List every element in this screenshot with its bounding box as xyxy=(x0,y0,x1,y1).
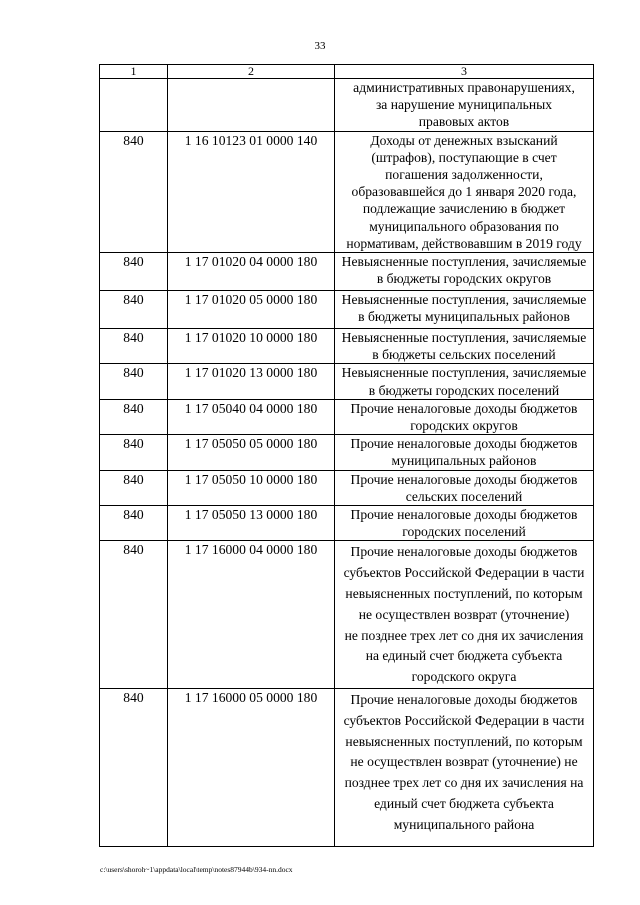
table-row xyxy=(100,131,594,252)
admin-code-cell: 840 xyxy=(100,364,168,399)
description-cell: Прочие неналоговые доходы бюджетов муниципальных районов xyxy=(335,435,594,470)
table-row xyxy=(100,364,594,399)
kbk-code-cell: 1 17 05050 05 0000 180 xyxy=(168,435,335,470)
table-row xyxy=(100,399,594,434)
description-cell: Невыясненные поступления, зачисляемые в бюджеты муниципальных районов xyxy=(335,291,594,329)
admin-code-cell: 840 xyxy=(100,329,168,364)
admin-code-cell: 840 xyxy=(100,689,168,847)
description-cell: Прочие неналоговые доходы бюджетов субъектов Российской Федерации в части невыясненных поступлений, по которым не осуществлен возврат (уточнение) не позднее трех лет со дня их зачисления на единый счет бюджета субъекта городского округа xyxy=(335,541,594,689)
table-row xyxy=(100,689,594,847)
description-cell: Невыясненные поступления, зачисляемые в бюджеты сельских поселений xyxy=(335,329,594,364)
description-cell: Прочие неналоговые доходы бюджетов субъектов Российской Федерации в части невыясненных поступлений, по которым не осуществлен возврат (уточнение) не позднее трех лет со дня их зачисления на единый счет бюджета субъекта муниципального района xyxy=(335,689,594,847)
page-number: 33 xyxy=(314,40,326,52)
description-cell: Прочие неналоговые доходы бюджетов сельских поселений xyxy=(335,470,594,505)
kbk-code-cell: 1 17 05050 10 0000 180 xyxy=(168,470,335,505)
description-cell: Прочие неналоговые доходы бюджетов городских поселений xyxy=(335,506,594,541)
table-row xyxy=(100,506,594,541)
kbk-code-cell: 1 17 01020 13 0000 180 xyxy=(168,364,335,399)
footer-file-path: c:\users\shoroh~1\appdata\local\temp\notes87944b\934-nn.docx xyxy=(100,865,293,874)
table-header-row xyxy=(100,65,594,79)
description-cell: Прочие неналоговые доходы бюджетов городских округов xyxy=(335,399,594,434)
admin-code-cell: 840 xyxy=(100,399,168,434)
admin-code-cell xyxy=(100,79,168,132)
admin-code-cell: 840 xyxy=(100,131,168,252)
table-row xyxy=(100,470,594,505)
admin-code-cell: 840 xyxy=(100,291,168,329)
kbk-code-cell: 1 17 16000 04 0000 180 xyxy=(168,541,335,689)
admin-code-cell: 840 xyxy=(100,541,168,689)
table-row xyxy=(100,329,594,364)
admin-code-cell: 840 xyxy=(100,435,168,470)
table-row xyxy=(100,79,594,132)
description-cell: Доходы от денежных взысканий (штрафов), поступающие в счет погашения задолженности, образовавшейся до 1 января 2020 года, подлежащие зачислению в бюджет муниципального образования по нормативам, действовавшим в 2019 году xyxy=(335,131,594,252)
kbk-code-cell: 1 17 01020 04 0000 180 xyxy=(168,253,335,291)
kbk-code-cell: 1 17 16000 05 0000 180 xyxy=(168,689,335,847)
kbk-code-cell: 1 17 05040 04 0000 180 xyxy=(168,399,335,434)
admin-code-cell: 840 xyxy=(100,253,168,291)
budget-classification-table xyxy=(99,64,594,847)
table-row xyxy=(100,291,594,329)
column-header-description: 3 xyxy=(335,65,594,79)
kbk-code-cell: 1 17 01020 10 0000 180 xyxy=(168,329,335,364)
description-cell: Невыясненные поступления, зачисляемые в бюджеты городских поселений xyxy=(335,364,594,399)
table-row xyxy=(100,435,594,470)
description-cell: административных правонарушениях, за нарушение муниципальных правовых актов xyxy=(335,79,594,132)
column-header-code: 2 xyxy=(168,65,335,79)
table-row xyxy=(100,541,594,689)
kbk-code-cell xyxy=(168,79,335,132)
kbk-code-cell: 1 17 05050 13 0000 180 xyxy=(168,506,335,541)
column-header-admin: 1 xyxy=(100,65,168,79)
admin-code-cell: 840 xyxy=(100,506,168,541)
description-cell: Невыясненные поступления, зачисляемые в бюджеты городских округов xyxy=(335,253,594,291)
kbk-code-cell: 1 16 10123 01 0000 140 xyxy=(168,131,335,252)
kbk-code-cell: 1 17 01020 05 0000 180 xyxy=(168,291,335,329)
table-row xyxy=(100,253,594,291)
admin-code-cell: 840 xyxy=(100,470,168,505)
